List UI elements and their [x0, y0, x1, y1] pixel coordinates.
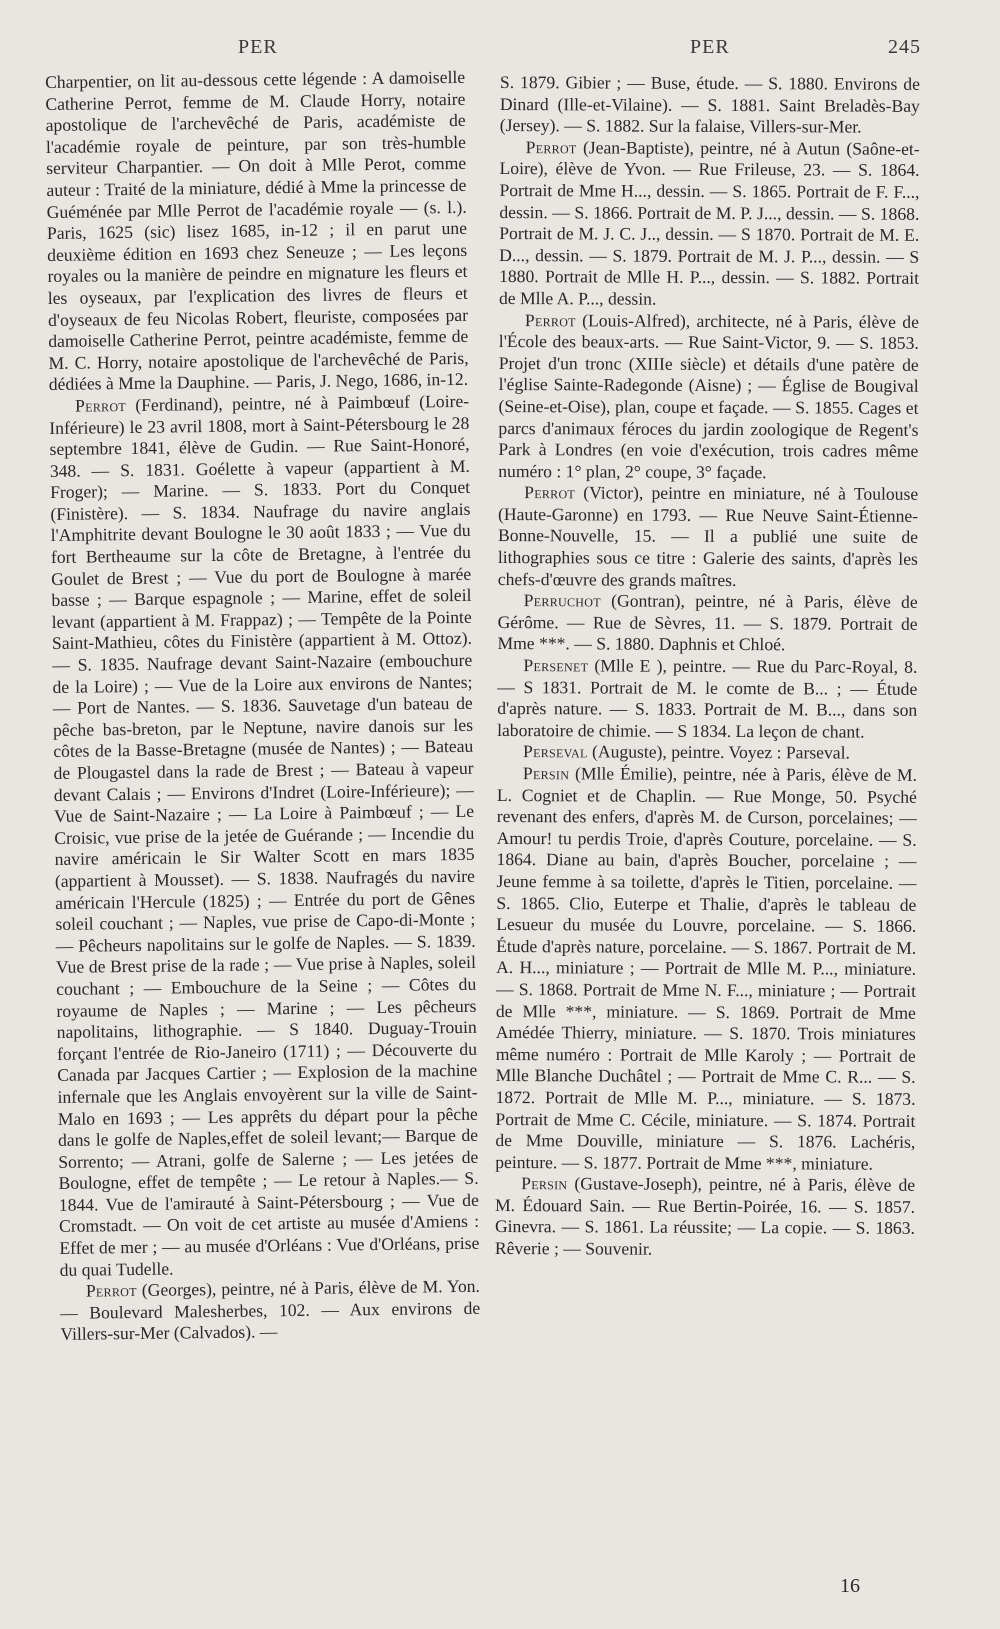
- running-head-center: PER: [690, 36, 730, 58]
- entry-paragraph: [49, 391, 480, 1281]
- entry-paragraph: [497, 741, 917, 764]
- page-number: 245: [888, 36, 921, 58]
- entry-name: Persin: [522, 763, 570, 784]
- entry-paragraph: [498, 482, 918, 592]
- entry-text: (Jean-Baptiste), peintre, né à Autun (Saône-et-Loire), élève de Yvon. — Rue Frileuse, 23. — S. 1864. Portrait de Mme H..., dessin. — S. 1865. Portrait de F. F..., dessin. — S. 1866. Portrait de M. P. J..., dessin. — S. 1868. Portrait de M. J. C. J.., dessin. — S 1870. Portrait de M. E. D..., dessin. — S. 1879. Portrait de M. J. P..., dessin. — S 1880. Portrait de Mlle H. P..., dessin. — S. 1882. Portrait de Mlle A. P..., dessin.: [498, 137, 920, 309]
- entry-name: Persenet: [523, 655, 589, 676]
- left-column: [45, 67, 481, 1346]
- entry-text: Charpentier, on lit au-dessous cette légende : A damoiselle Catherine Perrot, femme de M. Claude Horry, notaire apostolique de l'archevêché de Paris, académiste de l'académie royale de peinture, par son très-humble serviteur Charpantier. — On doit à Mlle Perot, comme auteur : Traité de la miniature, dédié à Mme la princesse de Guéménée par Mlle Perrot de l'académie royale — (s. l.). Paris, 1625 (sic) lisez 1685, in-12 ; il en parut une deuxième édition en 1693 chez Seneuze ; — Les leçons royales ou la manière de peindre en mignature les fleurs et les oyseaux, par l'explication des livres de fleurs et d'oyseaux de feu Nicolas Robert, fleuriste, composées par damoiselle Catherine Perrot, peintre académiste, femme de M. C. Horry, notaire apostolique de l'archevêché de Paris, dédiées à Mme la Dauphine. — Paris, J. Nego, 1686, in-12.: [45, 66, 469, 395]
- entry-paragraph: [500, 72, 920, 139]
- entry-text: (Mlle E ), peintre. — Rue du Parc-Royal, 8. — S 1831. Portrait de M. le comte de B... ; — Étude d'après nature. — S. 1833. Portrait de M. B..., dans son laboratoire de chimie. — S 1834. La leçon de chant.: [497, 655, 918, 742]
- entry-name: Perrot: [525, 136, 577, 158]
- entry-name: Perruchot: [523, 590, 601, 611]
- entry-text: (Georges), peintre, né à Paris, élève de M. Yon. — Boulevard Malesherbes, 102. — Aux environs de Villers-sur-Mer (Calvados). —: [60, 1276, 481, 1345]
- entry-text: (Gontran), peintre, né à Paris, élève de Gérôme. — Rue de Sèvres, 11. — S. 1879. Portrait de Mme ***. — S. 1880. Daphnis et Chloé.: [497, 590, 918, 655]
- entry-paragraph: [45, 67, 469, 396]
- entry-name: Perrot: [524, 482, 576, 503]
- entry-paragraph: [498, 310, 919, 485]
- entry-text: (Mlle Émilie), peintre, née à Paris, élève de M. L. Cogniet et de Chaplin. — Rue Monge, 50. Psyché revenant des enfers, d'après M. de Curson, porcelaines; — Amour! tu perdis Troie, d'après Couture, porcelaine. — S. 1864. Diane au bain, d'après Boucher, porcelaine ; — Jeune femme à sa toilette, d'après le Titien, porcelaine. — S. 1865. Clio, Euterpe et Thalie, d'après le tableau de Lesueur du musée du Louvre, porcelaine. — S. 1866. Étude d'après nature, porcelaine. — S. 1867. Portrait de M. A. H..., miniature ; — Portrait de Mlle M. P..., miniature. — S. 1868. Portrait de Mme N. F..., miniature ; — Portrait de Mlle ***, miniature. — S. 1869. Portrait de Mme Amédée Thierry, miniature. — S. 1870. Trois miniatures même numéro : Portrait de Mlle Karoly ; — Portrait de Mlle Blanche Duchâtel ; — Portrait de Mme C. R... — S. 1872. Portrait de Mlle M. P..., miniature. — S. 1873. Portrait de Mme C. Cécile, miniature. — S. 1874. Portrait de Mme Douville, miniature — S. 1876. Lachéris, peinture. — S. 1877. Portrait de Mme ***, miniature.: [495, 763, 917, 1174]
- entry-name: Persin: [521, 1173, 568, 1194]
- entry-text: (Louis-Alfred), architecte, né à Paris, élève de l'École des beaux-arts. — Rue Saint-Victor, 9. — S. 1853. Projet d'un tronc (XIIIe siècle) et détails d'une patère de l'église Sainte-Radegonde (Aisne) ; — Église de Bougival (Seine-et-Oise), plan, coupe et façade. — S. 1855. Cages et parcs d'animaux féroces du jardin zoologique de Regent's Park à Londres (en voie d'exécution, trois cadres même numéro : 1° plan, 2° coupe, 3° façade.: [498, 309, 919, 482]
- entry-paragraph: [499, 137, 920, 312]
- entry-text: (Auguste), peintre. Voyez : Parseval.: [587, 741, 850, 763]
- right-column: [495, 72, 920, 1261]
- running-head-left: PER: [238, 36, 278, 58]
- entry-paragraph: [495, 763, 917, 1175]
- entry-paragraph: [495, 1173, 915, 1261]
- entry-text: (Gustave-Joseph), peintre, né à Paris, élève de M. Édouard Sain. — Rue Bertin-Poirée, 16. — S. 1857. Ginevra. — S. 1861. La réussite; — La copie. — S. 1863. Rêverie ; — Souvenir.: [494, 1173, 916, 1259]
- column-gutter: [483, 72, 484, 1572]
- entry-paragraph: [60, 1276, 481, 1346]
- entry-name: Perrot: [85, 1280, 137, 1301]
- entry-paragraph: [497, 590, 917, 657]
- entry-paragraph: [497, 655, 917, 743]
- entry-name: Perrot: [74, 394, 127, 416]
- signature-mark: 16: [840, 1575, 860, 1597]
- entry-name: Perseval: [522, 741, 588, 762]
- entry-name: Perrot: [524, 309, 576, 330]
- entry-text: (Victor), peintre en miniature, né à Toulouse (Haute-Garonne) en 1793. — Rue Neuve Saint-Étienne-Bonne-Nouvelle, 15. — Il a publié une suite de lithographies sous ce titre : Galerie des saints, d'après les chefs-d'œuvre des grands maîtres.: [497, 482, 919, 590]
- entry-text: S. 1879. Gibier ; — Buse, étude. — S. 1880. Environs de Dinard (Ille-et-Vilaine). — S. 1881. Saint Breladès-Bay (Jersey). — S. 1882. Sur la falaise, Villers-sur-Mer.: [499, 72, 920, 137]
- entry-text: (Ferdinand), peintre, né à Paimbœuf (Loire-Inférieure) le 23 avril 1808, mort à Saint-Pétersbourg le 28 septembre 1841, élève de Gudin. — Rue Saint-Honoré, 348. — S. 1831. Goélette à vapeur (appartient à M. Froger); — Marine. — S. 1833. Port du Conquet (Finistère). — S. 1834. Naufrage du navire anglais l'Amphitrite devant Boulogne le 30 août 1833 ; — Vue du fort Bertheaume sur la côte de Bretagne, à l'entrée du Goulet de Brest ; — Vue du port de Boulogne à marée basse ; — Barque espagnole ; — Marine, effet de soleil levant (appartient à M. Frappaz) ; — Tempête de la Pointe Saint-Mathieu, côtes du Finistère (appartient à M. Ottoz). — S. 1835. Naufrage devant Saint-Nazaire (embouchure de la Loire) ; — Vue de la Loire aux environs de Nantes; — Port de Nantes. — S. 1836. Sauvetage d'un bateau de pêche bas-breton, par le Neptune, navire danois sur les côtes de la Basse-Bretagne (musée de Nantes) ; — Bateau de Plougastel dans la rade de Brest ; — Bateau à vapeur devant Calais ; — Environs d'Indret (Loire-Inférieure); — Vue de Saint-Nazaire ; — La Loire à Paimbœuf ; — Le Croisic, vue prise de la jetée de Guérande ; — Incendie du navire américain le Sir Walter Scott en mars 1835 (appartient à Mousset). — S. 1838. Naufragés du navire américain l'Hercule (1825) ; — Entrée du port de Gênes soleil couchant ; — Naples, vue prise de Capo-di-Monte ; — Pêcheurs napolitains sur le golfe de Naples. — S. 1839. Vue de Brest prise de la rade ; — Vue prise à Naples, soleil couchant ; — Embouchure de la Seine ; — Côtes du royaume de Naples ; — Marine ; — Les pêcheurs napolitains, lithographie. — S 1840. Duguay-Trouin forçant l'entrée de Rio-Janeiro (1711) ; — Découverte du Canada par Jacques Cartier ; — Explosion de la machine infernale que les Anglais envoyèrent sur la ville de Saint-Malo en 1693 ; — Les apprêts du départ pour la pêche dans le golfe de Naples,effet de soleil levant;— Barque de Sorrento; — Atrani, golfe de Salerne ; — Les jetées de Boulogne, effet de tempête ; — Le retour à Naples.— S. 1844. Vue de l'amirauté à Saint-Pétersbourg ; — Vue de Cromstadt. — On voit de cet artiste au musée d'Amiens : Effet de mer ; — au musée d'Orléans : Vue d'Orléans, prise du quai Tudelle.: [49, 390, 480, 1280]
